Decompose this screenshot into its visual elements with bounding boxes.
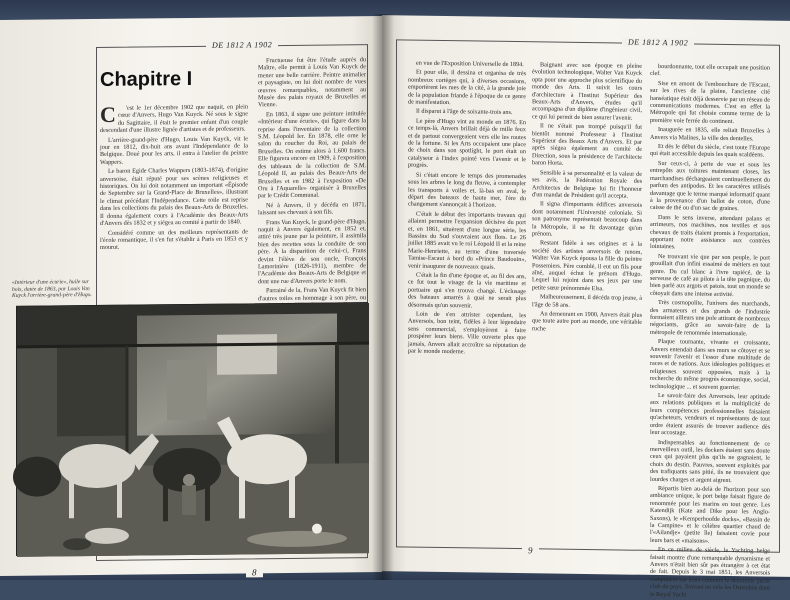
left-column-1: [100, 103, 248, 305]
paragraph: bourdonnante, tout elle occupait une position clef.: [650, 63, 770, 78]
drop-cap: C: [100, 101, 116, 127]
paragraph: Il disparut à l'âge de soixante-trois ans.: [416, 108, 513, 117]
paragraph-text: 'est le 1er décembre 1902 que naquit, en plein cœur d'Anvers, Hugo Van Kuyck. Né sous le signe du Sagittaire, il était le premier enfant d'un couple descendant d'une illustre lignée d'artistes et de professeurs.: [100, 103, 248, 135]
paragraph: Fructueuse fut être l'étude auprès du Maître, elle permit à Louis Van Kuyck de mener une belle carrière. Peintre animalier et paysagiste, on lui doit nombre de vues œuvres remarquables, notamment au Musée des palais royaux de Bruxelles et Vienne.: [258, 56, 366, 109]
book-gutter: [372, 14, 394, 580]
paragraph: Il ne s'était pas trompé puisqu'il fut bientôt nommé Professeur à l'Institut Supérieur des Beaux Arts d'Anvers. Et par après siégea également au comité de Direction, sous la présidence de l'architecte baron Horta.: [532, 122, 642, 167]
paragraph: Frans Van Kuyck, le grand-père d'Hugo, naquit à Anvers également, en 1852 et, attiré très jeune par la peinture, il assimila bien des recettes sous la conduite de son père. À la disparition de celui-ci, Frans devint l'élève de son oncle, François Lamorinière (1826-1911), membre de l'Académie des Beaux-Arts de Belgique et dont une rue d'Anvers porte le nom.: [258, 217, 366, 286]
paragraph: Sise en amont de l'embouchure de l'Escaut, sur les rives de la plaine, l'ancienne cité hanséatique était déjà desservie par un réseau de communications modernes. C'est en effet la Métropole qui fut choisie comme terme de la première voie ferrée du continent.: [650, 79, 770, 125]
paragraph: L'arrière-grand-père d'Hugo, Louis Van Kuyck, vit le jour en 1812, dix-huit ans avant l'Indépendance de la Belgique. Doué pour les arts, il entra à l'atelier du peintre Wappers.: [100, 135, 248, 166]
paragraph: Baignant avec son époque en pleine évolution technologique, Walter Van Kuyck opta pour une approche plus scientifique du monde des Arts. Il suivit les cours d'architecture à l'Institut Supérieur des Beaux-Arts d'Anvers, études qu'il accompagna d'un diplôme d'ingénieur civil, ce qui lui permit de bien assurer l'avenir.: [532, 61, 642, 122]
paragraph: Très cosmopolite, l'univers des marchands, des armateurs et des grands de l'industrie formaient ailleurs une pole attirant de nombreux négociants, grâce au savoir-faire de la métropole de renommée internationale.: [650, 299, 770, 338]
paragraph: Le père d'Hugo vint au monde en 1876. En ce temps-là, Anvers brillait déjà de mille feux et de partout convergeaient vers elle les routes de la fortune. Si les Arts occupaient une place de choix dans son spotlight, le port était un catalyseur à l'index pointé vers l'avenir et le progrès.: [408, 117, 526, 170]
right-column-2: [532, 61, 642, 541]
right-column-3: [650, 63, 770, 599]
paragraph: [100, 103, 248, 134]
paragraph: Répartis bien au-delà de l'horizon pour son ambiance unique, le port belge faisait figure de renommée pour les marins en tout genre. Les Katendijk (Kate and Dike pour les Anglo-Saxons), le «Kemperhoofde docks», «Bassin de la Campine» et le célèbre quartier chaud de l'«Ailandje» (petite île) faisaient covie pour leurs bars et «maisons».: [650, 484, 770, 545]
paragraph: Plaque tournante, vivante et croissante, Anvers entendait dans ses murs se côtoyer et se souvenir l'avenir et l'essor d'une multitude de races et de nations. Aux idéologies politiques et religieuses souvent opposées, mais à la recherche du même progrès économique, social, technologique ... et souvent guerrier.: [650, 338, 770, 391]
paragraph: Dans le sens inverse, attendant palans et arrimeurs, nos machines, nos textiles et nos chevaux de traits étaient promis à l'exportation, apportant notre assistance aux contrées lointaines.: [650, 213, 770, 251]
paragraph: Né à Anvers, il y décéda en 1871, laissant ses chevaux à son fils.: [258, 200, 366, 217]
right-page: [382, 15, 790, 599]
paragraph: En ce milieu de siècle, le Yachting belge faisait montre d'une remarquable dynamisme et Anvers n'était bien sûr pas étrangère à cet état de fait. Depuis le 3 mai 1851, les Anversois comptaient sur leurs couleurs le deuxième yacht club du pays. Suivant en cela les Ostendais dont le Royal Yacht: [650, 546, 770, 599]
left-running-head: DE 1812 A 1902: [206, 40, 278, 50]
paragraph: Il signa d'importants édifices anversois dont notamment l'Université coloniale. Si son patronyme représentait beaucoup dans la Métropole, il se fit davantage qu'un prénom.: [532, 200, 642, 238]
paragraph: Sur ceux-ci, à perte de vue et sous les entrepôts aux toitures maintenant closes, les marchandises déchargeaient continuellement du parfum des antipodes. Et les caractères utilisés davantage que le terme marqué informatif quant à la provenance d'un ballot de coton, d'une caisse de thé ou d'un sac de graines.: [650, 159, 770, 213]
paragraph: Loin de s'en attrister cependant, les Anversois, bon teint, fidèles à leur légendaire sens commercial, s'employèrent à faire prospérer leurs biens. Ville ouverte plus que jamais, Anvers allait accroître sa réputation de par le monde moderne.: [408, 310, 526, 356]
paragraph: Malheureusement, il décéda trop jeune, à l'âge de 58 ans.: [532, 293, 642, 309]
right-running-head: DE 1812 A 1902: [622, 38, 694, 48]
left-column-2: [258, 56, 366, 303]
paragraph: Indispensables au fonctionnement de ce merveilleux outil, les dockers étaient sans doute ceux qui payaient plus qu'ils ne gagnaient, le choix du destin. Pauvres, souvent exploités par des trafiquants sans pitié, ils ne trouvaient que lourdes charges et argent aigrent.: [650, 438, 770, 484]
painting-caption: «Intérieur d'une écurie», huile sur bois, datée de 1863, par Louis Van Kuyck l'arrière-grand-père d'Hugo.: [12, 279, 92, 300]
paragraph: Si c'était encore le temps des promenades sous les arbres le long du fleuve, à contempler les transports à voiles et, là-bas en aval, le départ des bateaux de haute mer, l'ère du changement s'annonçait à l'horizon.: [408, 171, 526, 210]
paragraph: Inaugurée en 1835, elle reliait Bruxelles à Anvers via Malines, la ville des dentelles.: [650, 126, 770, 142]
paragraph: Sensible à sa personnalité et la valeur de ses avis, la Fédération Royale des Architectes de Belgique lui fit l'honneur d'un mandat de Président qu'il accepta.: [532, 169, 642, 200]
paragraph: Et dès le début du siècle, c'est toute l'Europe qui était accessible depuis les quais scaldéens.: [650, 143, 770, 159]
paragraph: Considéré comme un des meilleurs représentants de l'école romantique, il s'en fut s'établir à Paris en 1853 et y mourut.: [100, 227, 248, 252]
paragraph: C'était le début des importants travaux qui allaient permettre l'expansion décisive du port et, en 1861, situèrent d'une longue série, les Bassins du Sud s'ouvraient aux flots. Le 26 juillet 1885 avait vu le roi Léopold II et la reine Marie-Henriette, au terme d'une traversée Tamise-Escaut à bord du «Prince Baudouin», venir inaugurer de nouveaux quais.: [408, 210, 526, 271]
right-page-number: 9: [522, 545, 539, 555]
paragraph: Au demeurant en 1900, Anvers était plus que toute autre port au monde, une véritable ruche: [532, 310, 642, 333]
left-page: [0, 16, 382, 576]
paragraph: Ne trouvant vie que par son peuple, le port grouillait d'un infini essaimé de métiers en tout genre. Du cul blanc à l'ivre rapiécé, de la serveuse de café au pilote à la tête pagnique, du bien parlé aux argots et patois, tout un monde se côtoyait dans une intense activité.: [650, 252, 770, 298]
paragraph: en vue de l'Exposition Universelle de 1894.: [416, 59, 524, 69]
left-page-number: 8: [246, 567, 263, 577]
paragraph: C'était la fin d'une époque et, au fil des ans, ce fut tout le visage de la vie maritime et portuaire qui s'en trouva changé. L'éclusage des bateaux amarrés à quai ne serait plus désormais qu'un souvenir.: [408, 271, 526, 310]
paragraph: Restant fidèle à ses origines et à la société des artistes anversois de renom, Walter Van Kuyck épousa la fille du peintre Possemiers. Père comblé, il eut un fils pour aîné, auquel échut le prénom d'Hugo. Lequel lui rejoint dans ses jeux par une petite sœur prénommée Elsa.: [532, 239, 642, 293]
paragraph: Le baron Egide Charles Wappers (1803-1874), d'origine anversoise, était réputé pour ses scènes religieuses et historiques. On lui doit notamment un important «Épisode de Septembre sur la Grand-Place de Bruxelles», illustrant le climat précédant l'Indépendance. Cette toile est reprise dans les collections du palais des Beaux-Arts de Bruxelles. Il donna également cours à l'Académie des Beaux-Arts d'Anvers dès 1832 et y siégea au comité à partir de 1840.: [100, 166, 248, 228]
paragraph: En 1863, il signe une peinture intitulée «Intérieur d'une écurie», qui figure dans la reprise dans l'inventaire de la collection S.M. Léopold Ier. En 1878, elle orne le salon du coucher du Roi, au palais de Bruxelles. On estime alors à 1.600 francs. Elle figurera encore en 1909, à l'exposition des tableaux de la collection de S.M. Léopold II, au palais des Beaux-Arts de Bruxelles et en 1982 à l'exposition «De Oru à l'Aquarelle» organisée à Bruxelles par le Crédit Communal.: [258, 110, 366, 200]
right-column-1: [408, 60, 526, 540]
paragraph: Parrainé de la, Frans Van Kuyck fit bien d'autres toiles en hommage à son père, ou: [258, 286, 366, 302]
open-book: [0, 6, 790, 599]
paragraph: Le savoir-faire des Anversois, leur aptitude aux relations publiques et la multiplicité de leurs compétences professionnelles faisaient qu'acheteurs, vendeurs et représentants de tout ordre étaient assurés de trouver audience dès leur accostage.: [650, 392, 770, 437]
paragraph: Et pour elle, il dessina et organisa de très nombreux cortèges qui, à diverses occasions, emportèrent les rues de la cité, à la grande joie de la population friande à l'époque de ce genre de manifestation.: [408, 69, 526, 107]
chapter-title: Chapitre I: [100, 67, 193, 91]
stable-interior-painting: [16, 302, 368, 556]
